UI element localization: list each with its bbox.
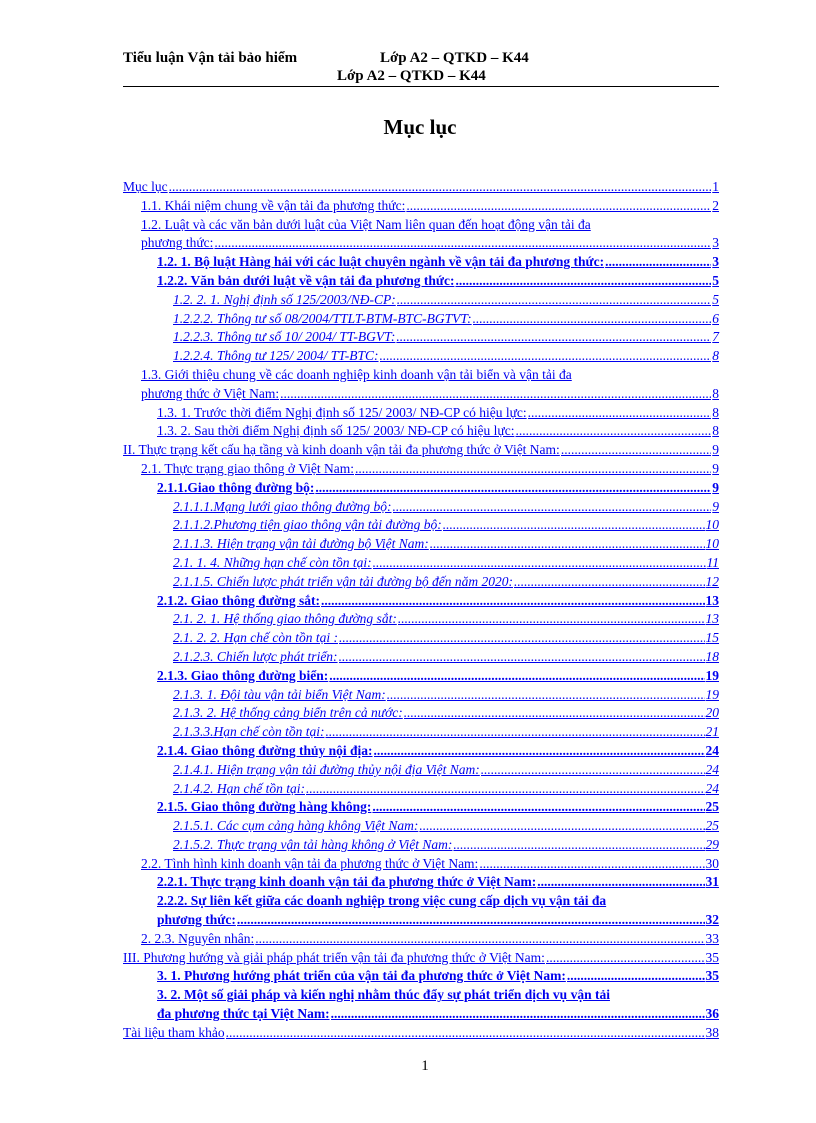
toc-leader [546,949,705,968]
toc-entry-text[interactable]: đa phương thức tại Việt Nam: [157,1006,330,1022]
toc-leader [455,272,711,291]
toc-entry[interactable] [123,441,719,460]
toc-page-number[interactable]: 13 [705,592,719,608]
toc-entry[interactable] [123,422,719,441]
toc-entry-text[interactable]: 2.1.2. Giao thông đường sắt: [157,592,320,608]
toc-entry-text[interactable]: 1.2.2.4. Thông tư 125/ 2004/ TT-BTC: [173,348,379,364]
toc-entry[interactable] [123,272,719,291]
toc-entry-text[interactable]: Mục lục [123,179,168,194]
toc-page-number[interactable]: 11 [706,554,719,570]
toc-entry[interactable] [123,479,719,498]
toc-entry-text[interactable]: 1.2.2.3. Thông tư số 10/ 2004/ TT-BGVT: [173,329,396,345]
toc-entry[interactable] [123,366,719,404]
toc-leader [443,516,705,535]
toc-leader [280,385,711,404]
toc-entry-text[interactable]: 2.2.1. Thực trạng kinh doanh vận tải đa phương thức ở Việt Nam: [157,874,537,890]
toc-leader [374,742,705,761]
toc-entry[interactable] [123,1024,719,1043]
toc-entry-text[interactable]: 2.1. 2. 2. Hạn chế còn tồn tại : [173,630,338,646]
toc-leader [393,498,712,517]
toc-leader [355,460,711,479]
toc-leader [380,347,712,366]
toc-entry[interactable] [123,610,719,629]
toc-page-number[interactable]: 30 [705,855,719,871]
toc-entry[interactable] [123,780,719,799]
toc-entry[interactable] [123,291,719,310]
toc-entry[interactable] [123,328,719,347]
toc-entry-text[interactable]: phương thức ở Việt Nam: [141,385,280,401]
toc-page-number[interactable]: 3 [712,235,719,251]
toc-entry[interactable] [123,573,719,592]
toc-entry-text-line1[interactable]: 1.2. Luật và các văn bản dưới luật của Việt Nam liên quan đến hoạt động vận tải đa [141,216,591,232]
toc-entry-text[interactable]: 3. 1. Phương hướng phát triển của vận tải đa phương thức ở Việt Nam: [157,968,566,984]
toc-entry[interactable] [123,310,719,329]
toc-leader [398,610,705,629]
toc-entry[interactable] [123,535,719,554]
toc-leader [315,479,711,498]
toc-entry[interactable] [123,178,719,197]
toc-page-number[interactable]: 10 [705,517,719,533]
toc-page-number[interactable]: 21 [705,724,719,740]
toc-entry[interactable] [123,873,719,892]
toc-entry-text[interactable]: 1.3. 2. Sau thời điểm Nghị định số 125/ 2003/ NĐ-CP có hiệu lực: [157,423,515,439]
toc-entry[interactable] [123,798,719,817]
toc-leader [373,554,706,573]
toc-leader [329,667,704,686]
toc-entry-text[interactable]: 2.2. Tình hình kinh doanh vận tải đa phương thức ở Việt Nam: [141,855,479,871]
toc-entry[interactable] [123,723,719,742]
toc-page-number[interactable]: 35 [705,968,719,984]
toc-leader [321,592,705,611]
toc-entry-text[interactable]: phương thức: [141,235,214,251]
toc-entry[interactable] [123,592,719,611]
toc-entry[interactable] [123,817,719,836]
toc-page-number[interactable]: 8 [712,348,719,364]
toc-page-number[interactable]: 9 [712,479,719,495]
toc-entry[interactable] [123,629,719,648]
toc-entry[interactable] [123,986,719,1024]
toc-page-number[interactable]: 24 [705,780,719,796]
toc-entry[interactable] [123,686,719,705]
toc-entry[interactable] [123,253,719,272]
header-divider [123,86,719,87]
toc-page-number[interactable]: 8 [712,385,719,401]
toc-entry[interactable] [123,347,719,366]
toc-leader [473,310,712,329]
toc-page-number[interactable]: 12 [705,573,719,589]
table-of-contents [123,178,719,1043]
toc-entry-text[interactable]: 2.1.1.5. Chiến lược phát triển vận tải đường bộ đến năm 2020: [173,573,513,589]
toc-page-number[interactable]: 10 [705,536,719,552]
toc-leader [387,686,705,705]
toc-entry-text[interactable]: III. Phương hướng và giải pháp phát triển vận tải đa phương thức ở Việt Nam: [123,949,545,965]
toc-page-number[interactable]: 5 [712,272,719,288]
toc-page-number[interactable]: 35 [705,949,719,965]
toc-entry[interactable] [123,855,719,874]
toc-page-number[interactable]: 32 [705,912,719,928]
toc-leader [214,234,711,253]
toc-entry-text[interactable]: 2.1. Thực trạng giao thông ở Việt Nam: [141,460,354,476]
toc-entry-text[interactable]: II. Thực trạng kết cấu hạ tầng và kinh doanh vận tải đa phương thức ở Việt Nam: [123,442,560,458]
toc-page-number[interactable]: 2 [712,197,719,213]
toc-entry-text-line1[interactable]: 1.3. Giới thiệu chung về các doanh nghiệp kinh doanh vận tải biển và vận tải đa [141,366,572,382]
toc-leader [372,798,704,817]
toc-page-number[interactable]: 8 [712,423,719,439]
toc-page-number[interactable]: 31 [705,874,719,890]
toc-leader [567,967,705,986]
toc-entry-text[interactable]: 2.1.3. 1. Đội tàu vận tải biển Việt Nam: [173,686,386,702]
toc-page-number[interactable]: 1 [712,179,719,194]
toc-leader [404,704,705,723]
toc-leader [537,873,704,892]
toc-entry-text[interactable]: 2.1.2.3. Chiến lược phát triển: [173,648,338,664]
toc-entry-text[interactable]: 2.1.3. Giao thông đường biển: [157,667,329,683]
toc-entry[interactable] [123,930,719,949]
toc-entry-text[interactable]: 1.2.2. Văn bản dưới luật về vận tải đa phương thức: [157,272,455,288]
toc-page-number[interactable]: 25 [705,799,719,815]
toc-entry[interactable] [123,216,719,254]
toc-entry-text[interactable]: 1.2.2.2. Thông tư số 08/2004/TTLT-BTM-BTC-BGTVT: [173,310,472,326]
toc-leader [255,930,704,949]
toc-entry-text[interactable]: 2.1. 1. 4. Những hạn chế còn tồn tại: [173,554,372,570]
toc-entry-text[interactable]: 2.1.4.2. Hạn chế tồn tại: [173,780,305,796]
toc-page-number[interactable]: 6 [712,310,719,326]
toc-page-number[interactable]: 24 [705,761,719,777]
toc-entry-text[interactable]: 2.1.1.2.Phương tiện giao thông vận tải đường bộ: [173,517,442,533]
toc-page-number[interactable]: 7 [712,329,719,345]
toc-entry[interactable] [123,967,719,986]
toc-leader [339,629,705,648]
toc-entry-text[interactable]: 2.1.1.3. Hiện trạng vận tải đường bộ Việt Nam: [173,536,429,552]
toc-page-number[interactable]: 5 [712,291,719,307]
toc-entry[interactable] [123,949,719,968]
header-class-label: Lớp A2 – QTKD – K44 [380,50,529,66]
toc-entry-text-line1[interactable]: 2.2.2. Sự liên kết giữa các doanh nghiệp trong việc cung cấp dịch vụ vận tải đa [157,893,607,909]
toc-entry[interactable] [123,498,719,517]
toc-page-number[interactable]: 25 [705,818,719,834]
toc-entry-text-line1[interactable]: 3. 2. Một số giải pháp và kiến nghị nhằm thúc đẩy sự phát triển dịch vụ vận tải [157,987,610,1003]
toc-entry[interactable] [123,404,719,423]
toc-page-number[interactable]: 9 [712,442,719,458]
toc-entry-text[interactable]: 2.1.1.1.Mạng lưới giao thông đường bộ: [173,498,392,514]
toc-entry-text[interactable]: phương thức: [157,912,236,928]
header-class-label-repeat: Lớp A2 – QTKD – K44 [337,68,486,84]
toc-entry-text[interactable]: 1.1. Khái niệm chung về vận tải đa phương thức: [141,197,406,213]
toc-leader [453,836,704,855]
toc-entry-text[interactable]: 2.1.3.3.Hạn chế còn tồn tại: [173,724,325,740]
toc-leader [339,648,705,667]
toc-entry[interactable] [123,197,719,216]
toc-leader [479,855,704,874]
toc-entry[interactable] [123,667,719,686]
toc-leader [561,441,711,460]
toc-page-number[interactable]: 29 [705,836,719,852]
toc-leader [169,178,712,197]
toc-entry[interactable] [123,516,719,535]
toc-entry-text[interactable]: 2.1.3. 2. Hệ thống cảng biển trên cả nước: [173,705,403,721]
page-title: Mục lục [383,115,457,139]
toc-entry[interactable] [123,460,719,479]
toc-page-number[interactable]: 19 [705,667,719,683]
toc-entry[interactable] [123,761,719,780]
toc-entry-text[interactable]: 2.1.4. Giao thông đường thủy nội địa: [157,742,373,758]
toc-leader [406,197,711,216]
toc-page-number[interactable]: 3 [712,254,719,270]
toc-leader [306,780,705,799]
toc-leader [481,761,705,780]
toc-page-number[interactable]: 24 [705,742,719,758]
toc-entry-text[interactable]: 2.1.5.1. Các cụm cảng hàng không Việt Nam: [173,818,419,834]
toc-page-number[interactable]: 19 [705,686,719,702]
toc-entry-text[interactable]: 1.2. 1. Bộ luật Hàng hải với các luật chuyên ngành về vận tải đa phương thức: [157,254,605,270]
toc-entry-text[interactable]: 1.3. 1. Trước thời điểm Nghị định số 125/ 2003/ NĐ-CP có hiệu lực: [157,404,527,420]
toc-leader [331,1005,705,1024]
toc-leader [396,328,711,347]
toc-leader [605,253,711,272]
toc-entry[interactable] [123,742,719,761]
header-course-title: Tiểu luận Vận tải bảo hiểm [123,50,298,66]
toc-entry[interactable] [123,648,719,667]
toc-leader [419,817,704,836]
toc-leader [226,1024,705,1043]
toc-page-number[interactable]: 36 [705,1006,719,1022]
toc-entry-text[interactable]: Tài liệu tham khảo [123,1024,225,1040]
toc-entry-text[interactable]: 2.1. 2. 1. Hệ thống giao thông đường sắt: [173,611,397,627]
toc-page-number[interactable]: 38 [705,1024,719,1040]
toc-page-number[interactable]: 9 [712,460,719,476]
toc-leader [528,404,712,423]
toc-leader [325,723,704,742]
toc-entry-text[interactable]: 2.1.4.1. Hiện trạng vận tải đường thủy nội địa Việt Nam: [173,761,480,777]
toc-entry-text[interactable]: 1.2. 2. 1. Nghị định số 125/2003/NĐ-CP: [173,291,396,307]
toc-entry[interactable] [123,554,719,573]
toc-leader [430,535,705,554]
toc-page-number[interactable]: 15 [705,630,719,646]
toc-entry-text[interactable]: 2. 2.3. Nguyên nhân: [141,930,255,946]
page-number: 1 [421,1058,429,1074]
toc-page-number[interactable]: 33 [705,930,719,946]
toc-entry[interactable] [123,704,719,723]
toc-leader [515,422,711,441]
toc-entry-text[interactable]: 2.1.5.2. Thực trạng vận tải hàng không ở Việt Nam: [173,836,453,852]
toc-page-number[interactable]: 18 [705,648,719,664]
toc-page-number[interactable]: 9 [712,498,719,514]
toc-entry[interactable] [123,892,719,930]
toc-page-number[interactable]: 20 [705,705,719,721]
toc-leader [237,911,705,930]
toc-leader [514,573,705,592]
toc-leader [397,291,711,310]
toc-entry-text[interactable]: 2.1.5. Giao thông đường hàng không: [157,799,372,815]
toc-entry[interactable] [123,836,719,855]
toc-page-number[interactable]: 13 [705,611,719,627]
toc-page-number[interactable]: 8 [712,404,719,420]
toc-entry-text[interactable]: 2.1.1.Giao thông đường bộ: [157,479,315,495]
